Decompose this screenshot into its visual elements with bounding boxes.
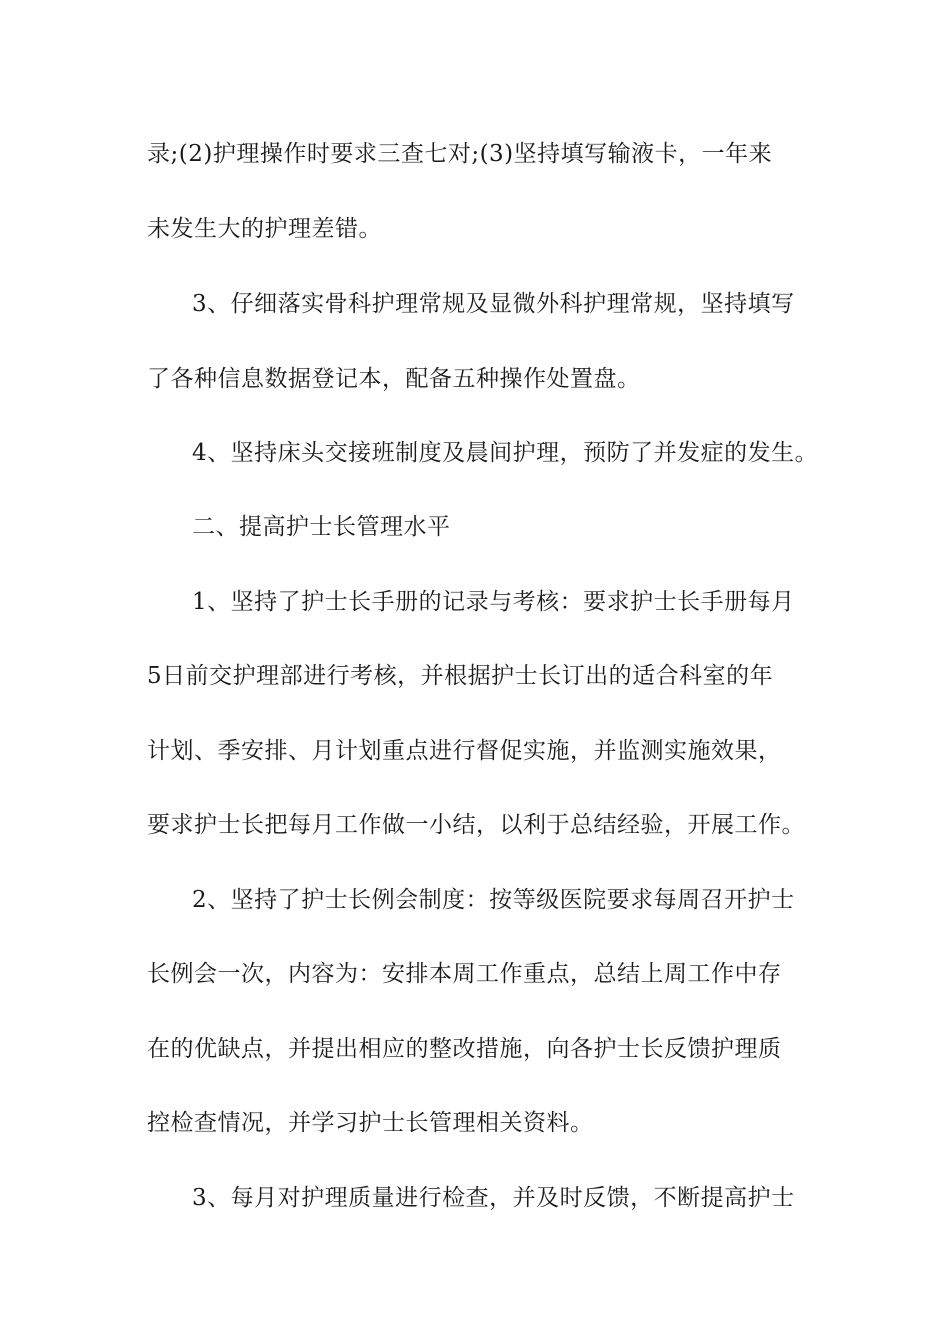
paragraph-3b-start: 3、每月对护理质量进行检查，并及时反馈，不断提高护士 xyxy=(192,1185,795,1211)
text-line: 未发生大的护理差错。 xyxy=(147,216,382,242)
text-line: 计划、季安排、月计划重点进行督促实施，并监测实施效果， xyxy=(147,738,782,764)
text-line: 在的优缺点，并提出相应的整改措施，向各护士长反馈护理质 xyxy=(147,1036,782,1062)
text-line: 要求护士长把每月工作做一小结，以利于总结经验，开展工作。 xyxy=(147,812,805,838)
text-line: 了各种信息数据登记本，配备五种操作处置盘。 xyxy=(147,366,641,392)
text-line: 录;(2)护理操作时要求三查七对;(3)坚持填写输液卡，一年来 xyxy=(147,141,773,167)
text-line: 控检查情况，并学习护士长管理相关资料。 xyxy=(147,1110,594,1136)
text-line: 长例会一次，内容为：安排本周工作重点，总结上周工作中存 xyxy=(147,961,782,987)
paragraph-1-start: 1、坚持了护士长手册的记录与考核：要求护士长手册每月 xyxy=(192,589,795,615)
paragraph-3-start: 3、仔细落实骨科护理常规及显微外科护理常规，坚持填写 xyxy=(192,291,795,317)
text-line: 5日前交护理部进行考核，并根据护士长订出的适合科室的年 xyxy=(147,663,774,689)
paragraph-2-start: 2、坚持了护士长例会制度：按等级医院要求每周召开护士 xyxy=(192,887,795,913)
paragraph-4-start: 4、坚持床头交接班制度及晨间护理，预防了并发症的发生。 xyxy=(192,440,819,466)
section-heading: 二、提高护士长管理水平 xyxy=(192,514,451,540)
